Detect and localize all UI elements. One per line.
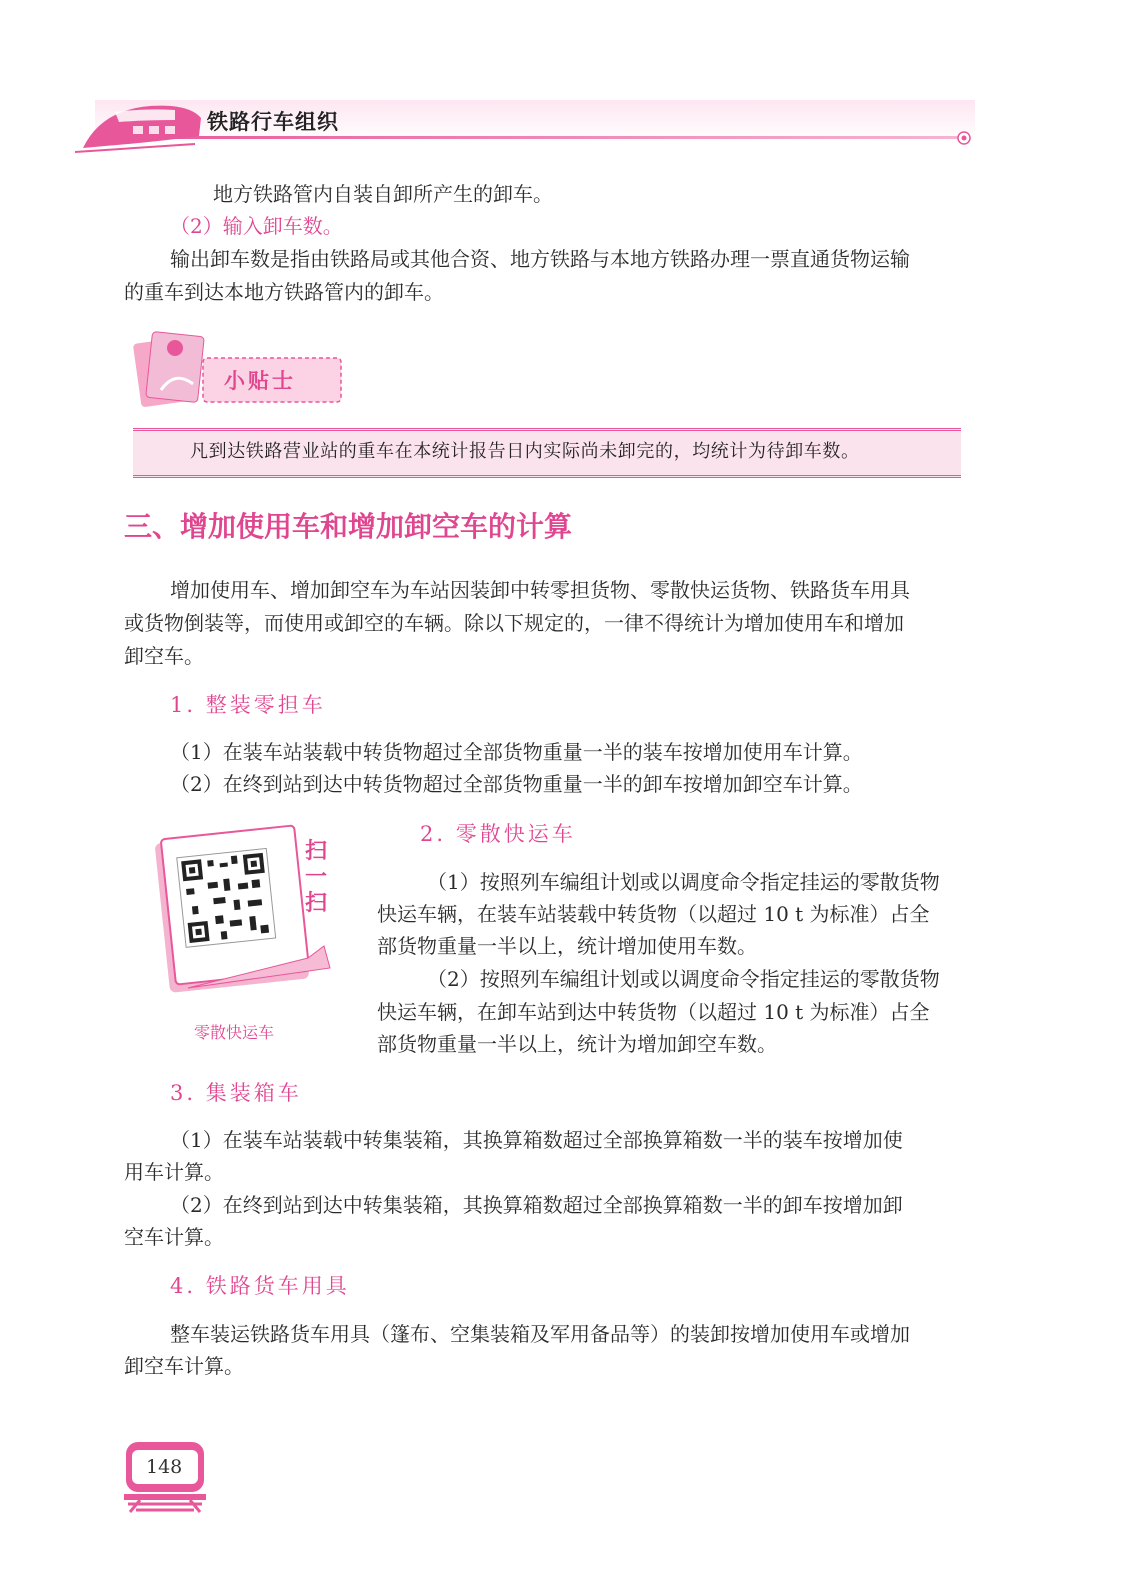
sub-heading: 3. 集装箱车 bbox=[170, 1081, 302, 1105]
sub-heading: 4. 铁路货车用具 bbox=[170, 1274, 350, 1298]
train-logo-icon bbox=[75, 96, 205, 156]
svg-text:一: 一 bbox=[304, 865, 328, 890]
paragraph-line: 的重车到达本地方铁路管内的卸车。 bbox=[124, 280, 444, 304]
header-end-dot-icon bbox=[957, 131, 971, 145]
paragraph-line: 快运车辆，在装车站装载中转货物（以超过 10 t 为标准）占全 bbox=[377, 902, 930, 926]
qr-code-notebook-icon bbox=[148, 818, 338, 1008]
paragraph-line: 部货物重量一半以上，统计增加使用车数。 bbox=[377, 934, 757, 958]
paragraph-line: 输出卸车数是指由铁路局或其他合资、地方铁路与本地方铁路办理一票直通货物运输 bbox=[170, 247, 910, 271]
page-number: 148 bbox=[146, 1456, 183, 1478]
qr-caption: 零散快运车 bbox=[194, 1023, 275, 1042]
intro-line: 地方铁路管内自装自卸所产生的卸车。 bbox=[213, 182, 553, 206]
tip-label: 小贴士 bbox=[224, 369, 296, 393]
list-item: （1）在装车站装载中转货物超过全部货物重量一半的装车按增加使用车计算。 bbox=[170, 740, 863, 764]
svg-text:扫: 扫 bbox=[304, 891, 328, 916]
paragraph-line: 卸空车计算。 bbox=[124, 1354, 244, 1378]
paragraph-line: （1）在装车站装载中转集装箱，其换算箱数超过全部换算箱数一半的装车按增加使 bbox=[170, 1128, 903, 1152]
item-heading: （2）输入卸车数。 bbox=[170, 214, 343, 238]
section-heading: 三、增加使用车和增加卸空车的计算 bbox=[124, 510, 573, 543]
sub-heading: 2. 零散快运车 bbox=[420, 822, 576, 846]
sub-heading: 1. 整装零担车 bbox=[170, 693, 326, 717]
paragraph-line: 整车装运铁路货车用具（篷布、空集装箱及军用备品等）的装卸按增加使用车或增加 bbox=[170, 1322, 910, 1346]
svg-text:扫: 扫 bbox=[304, 839, 328, 864]
paragraph-line: 用车计算。 bbox=[124, 1160, 224, 1184]
paragraph-line: （2）在终到站到达中转集装箱，其换算箱数超过全部换算箱数一半的卸车按增加卸 bbox=[170, 1193, 903, 1217]
header-rule bbox=[110, 136, 965, 139]
paragraph-line: 卸空车。 bbox=[124, 644, 204, 668]
list-item: （2）在终到站到达中转货物超过全部货物重量一半的卸车按增加卸空车计算。 bbox=[170, 772, 863, 796]
header-title: 铁路行车组织 bbox=[207, 110, 339, 134]
paragraph-line: （1）按照列车编组计划或以调度命令指定挂运的零散货物 bbox=[427, 870, 940, 894]
paragraph-line: 增加使用车、增加卸空车为车站因装卸中转零担货物、零散快运货物、铁路货车用具 bbox=[170, 578, 910, 602]
paragraph-line: 空车计算。 bbox=[124, 1225, 224, 1249]
paragraph-line: 或货物倒装等，而使用或卸空的车辆。除以下规定的，一律不得统计为增加使用车和增加 bbox=[124, 611, 904, 635]
paragraph-line: 部货物重量一半以上，统计为增加卸空车数。 bbox=[377, 1032, 777, 1056]
tip-text: 凡到达铁路营业站的重车在本统计报告日内实际尚未卸完的，均统计为待卸车数。 bbox=[190, 441, 860, 462]
paragraph-line: （2）按照列车编组计划或以调度命令指定挂运的零散货物 bbox=[427, 967, 940, 991]
paragraph-line: 快运车辆，在卸车站到达中转货物（以超过 10 t 为标准）占全 bbox=[377, 1000, 930, 1024]
